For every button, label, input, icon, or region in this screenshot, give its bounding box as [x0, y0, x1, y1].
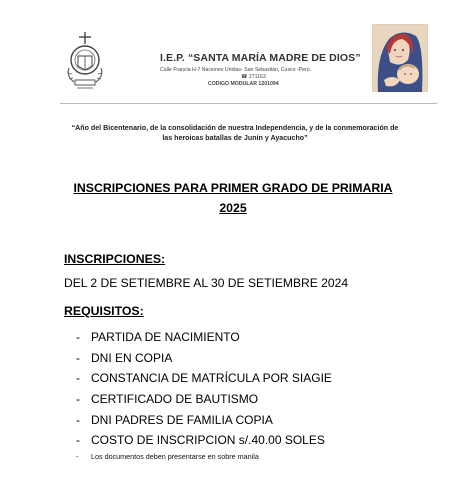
list-item: - PARTIDA DE NACIMIENTO: [76, 330, 240, 344]
school-info: [160, 52, 370, 87]
school-phone: ☎ 271163: [241, 74, 266, 80]
madonna-and-child-image: [372, 24, 428, 92]
requirements-heading: REQUISITOS:: [64, 304, 144, 318]
school-name: I.E.P. “SANTA MARÍA MADRE DE DIOS”: [160, 52, 361, 64]
school-crest-icon: [62, 30, 108, 92]
school-address: Calle Francia H-7 Naciones Unidas- San Sebastián, Cusco -Perú.: [160, 67, 312, 73]
title-line-1: INSCRIPCIONES PARA PRIMER GRADO DE PRIMARIA: [73, 181, 393, 195]
inscriptions-heading: INSCRIPCIONES:: [64, 252, 166, 266]
inscription-dates: DEL 2 DE SETIEMBRE AL 30 DE SETIEMBRE 2024: [64, 276, 349, 290]
school-modular-code: CODIGO MODULAR 1201094: [208, 81, 279, 87]
requirements-note: - Los documentos deben presentarse en sobre manila: [76, 452, 259, 461]
year-motto: “Año del Bicentenario, de la consolidación de nuestra Independencia, y de la conmemoración de las heroicas batallas de Junín y Ayacucho”: [71, 124, 399, 142]
header-divider: [60, 103, 437, 104]
title-line-2: 2025: [219, 201, 247, 215]
list-item: - CONSTANCIA DE MATRÍCULA POR SIAGIE: [76, 371, 332, 386]
document-title: [40, 178, 426, 218]
list-item: - COSTO DE INSCRIPCION s/.40.00 SOLES: [76, 433, 325, 448]
list-item: - CERTIFICADO DE BAUTISMO: [76, 392, 259, 407]
list-item: - DNI PADRES DE FAMILIA COPIA: [76, 412, 273, 427]
list-item: - DNI EN COPIA: [76, 350, 173, 365]
requirements-list: [76, 330, 332, 454]
